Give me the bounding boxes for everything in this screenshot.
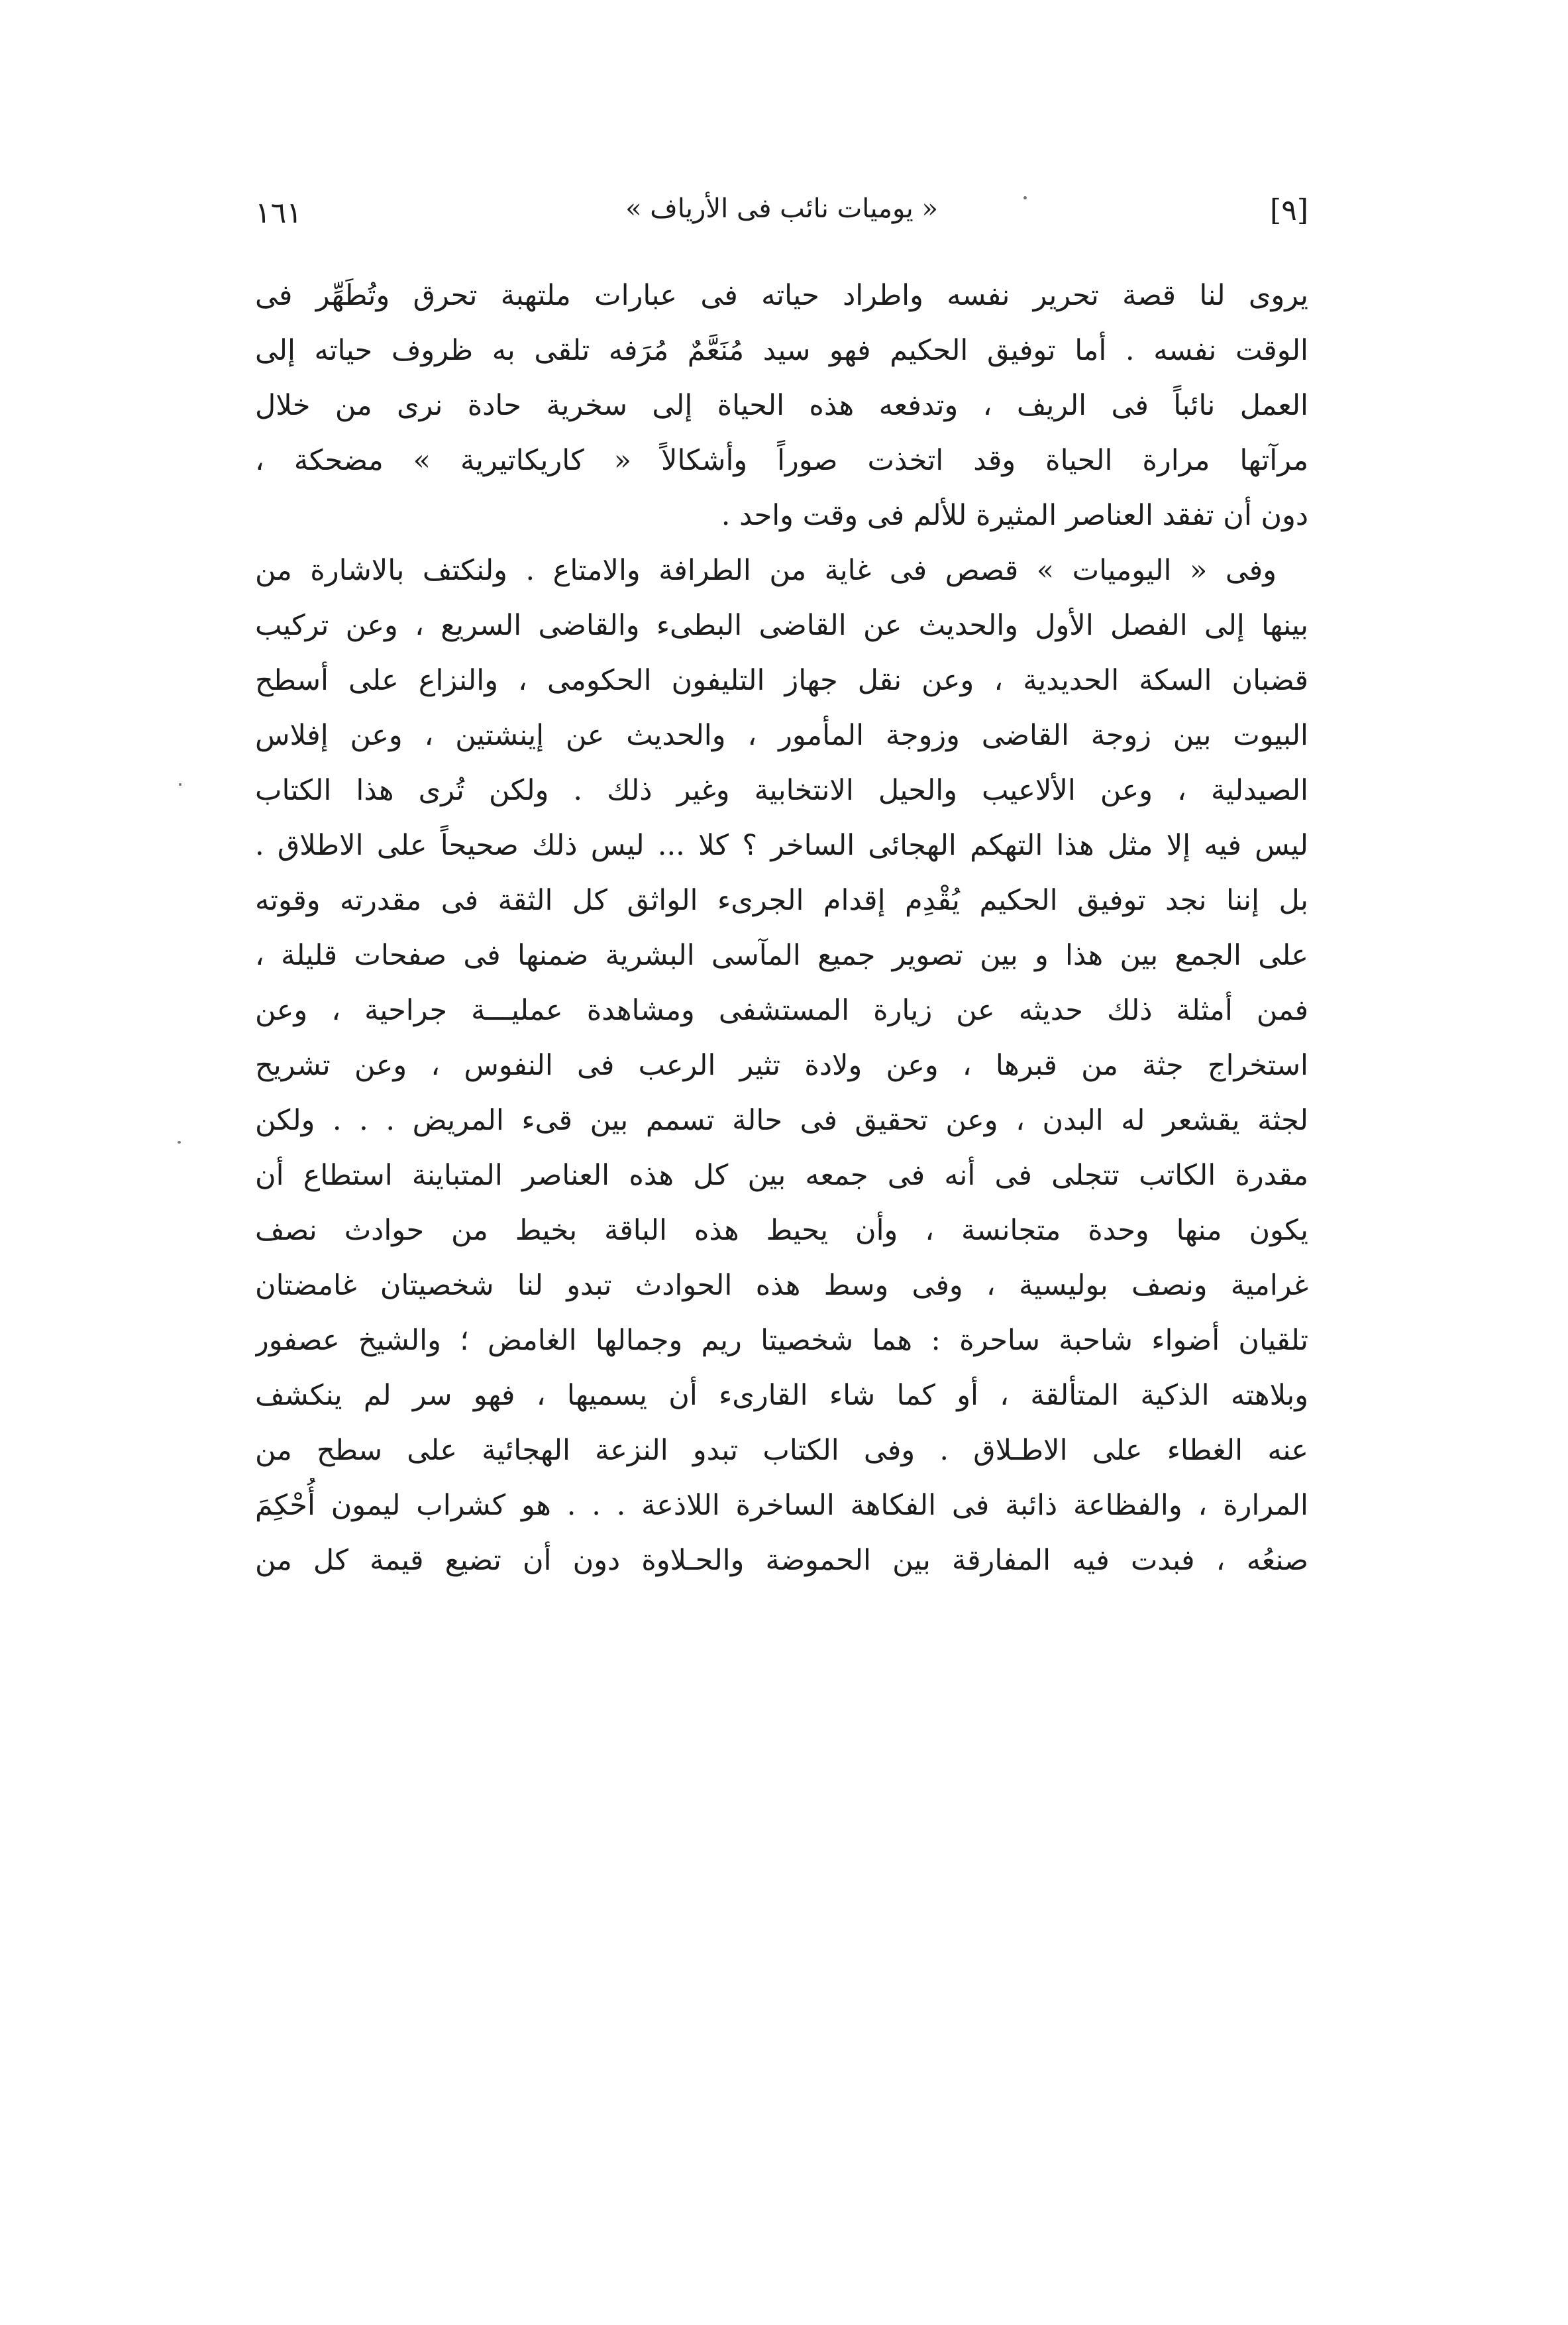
text-line: فمن أمثلة ذلك حديثه عن زيارة المستشفى ومشاهدة عمليـــة جراحية ، وعن [255, 994, 1308, 1027]
text-line: بينها إلى الفصل الأول والحديث عن القاضى البطىء والقاضى السريع ، وعن تركيب [255, 609, 1308, 642]
text-line: لجثة يقشعر له البدن ، وعن تحقيق فى حالة تسمم بين قىء المريض . . . ولكن [255, 1104, 1308, 1137]
chapter-mark: [٩] [1270, 193, 1308, 227]
text-line: صنعُه ، فبدت فيه المفارقة بين الحموضة والحـلاوة دون أن تضيع قيمة كل من [255, 1544, 1308, 1577]
text-line: يكون منها وحدة متجانسة ، وأن يحيط هذه الباقة بخيط من حوادث نصف [255, 1214, 1308, 1247]
text-line: وبلاهته الذكية المتألقة ، أو كما شاء القارىء أن يسميها ، فهو سر لم ينكشف [255, 1379, 1308, 1412]
text-line: العمل نائباً فى الريف ، وتدفعه هذه الحياة إلى سخرية حادة نرى من خلال [255, 389, 1308, 422]
text-line: مرآتها مرارة الحياة وقد اتخذت صوراً وأشكالاً « كاريكاتيرية » مضحكة ، [255, 444, 1308, 477]
text-line: استخراج جثة من قبرها ، وعن ولادة تثير الرعب فى النفوس ، وعن تشريح [255, 1049, 1308, 1082]
text-line: بل إننا نجد توفيق الحكيم يُقْدِم إقدام الجرىء الواثق كل الثقة فى مقدرته وقوته [255, 884, 1308, 917]
text-line: المرارة ، والفظاعة ذائبة فى الفكاهة الساخرة اللاذعة . . . هو كشراب ليمون أُحْكِمَ [255, 1489, 1308, 1522]
text-line: وفى « اليوميات » قصص فى غاية من الطرافة والامتاع . ولنكتف بالاشارة من [255, 554, 1277, 587]
text-line: قضبان السكة الحديدية ، وعن نقل جهاز التليفون الحكومى ، والنزاع على أسطح [255, 664, 1308, 697]
text-line: دون أن تفقد العناصر المثيرة للألم فى وقت واحد . [721, 499, 1308, 532]
text-line: غرامية ونصف بوليسية ، وفى وسط هذه الحوادث تبدو لنا شخصيتان غامضتان [255, 1269, 1308, 1302]
running-head [255, 193, 1308, 240]
scan-speck [179, 783, 182, 786]
running-title: « يوميات نائب فى الأرياف » [625, 193, 938, 224]
scan-speck [1023, 196, 1027, 199]
text-line: البيوت بين زوجة القاضى وزوجة المأمور ، والحديث عن إينشتين ، وعن إفلاس [255, 719, 1308, 752]
text-line: مقدرة الكاتب تتجلى فى أنه فى جمعه بين كل هذه العناصر المتباينة استطاع أن [255, 1159, 1308, 1192]
text-line: ليس فيه إلا مثل هذا التهكم الهجائى الساخر ؟ كلا ... ليس ذلك صحيحاً على الاطلاق . [255, 829, 1308, 862]
text-line: الصيدلية ، وعن الألاعيب والحيل الانتخابية وغير ذلك . ولكن تُرى هذا الكتاب [255, 774, 1308, 807]
text-line: عنه الغطاء على الاطـلاق . وفى الكتاب تبدو النزعة الهجائية على سطح من [255, 1434, 1308, 1467]
text-line: على الجمع بين هذا و بين تصوير جميع المآسى البشرية ضمنها فى صفحات قليلة ، [255, 939, 1308, 972]
text-line: تلقيان أضواء شاحبة ساحرة : هما شخصيتا ريم وجمالها الغامض ؛ والشيخ عصفور [255, 1324, 1308, 1357]
scan-speck [178, 1141, 181, 1144]
page-number: ١٦١ [255, 196, 302, 230]
text-line: الوقت نفسه . أما توفيق الحكيم فهو سيد مُنَعَّمٌ مُرَفه تلقى به ظروف حياته إلى [255, 334, 1308, 367]
body-text [255, 268, 1308, 1588]
text-line: يروى لنا قصة تحرير نفسه واطراد حياته فى عبارات ملتهبة تحرق وتُطَهِّر فى [255, 279, 1308, 312]
